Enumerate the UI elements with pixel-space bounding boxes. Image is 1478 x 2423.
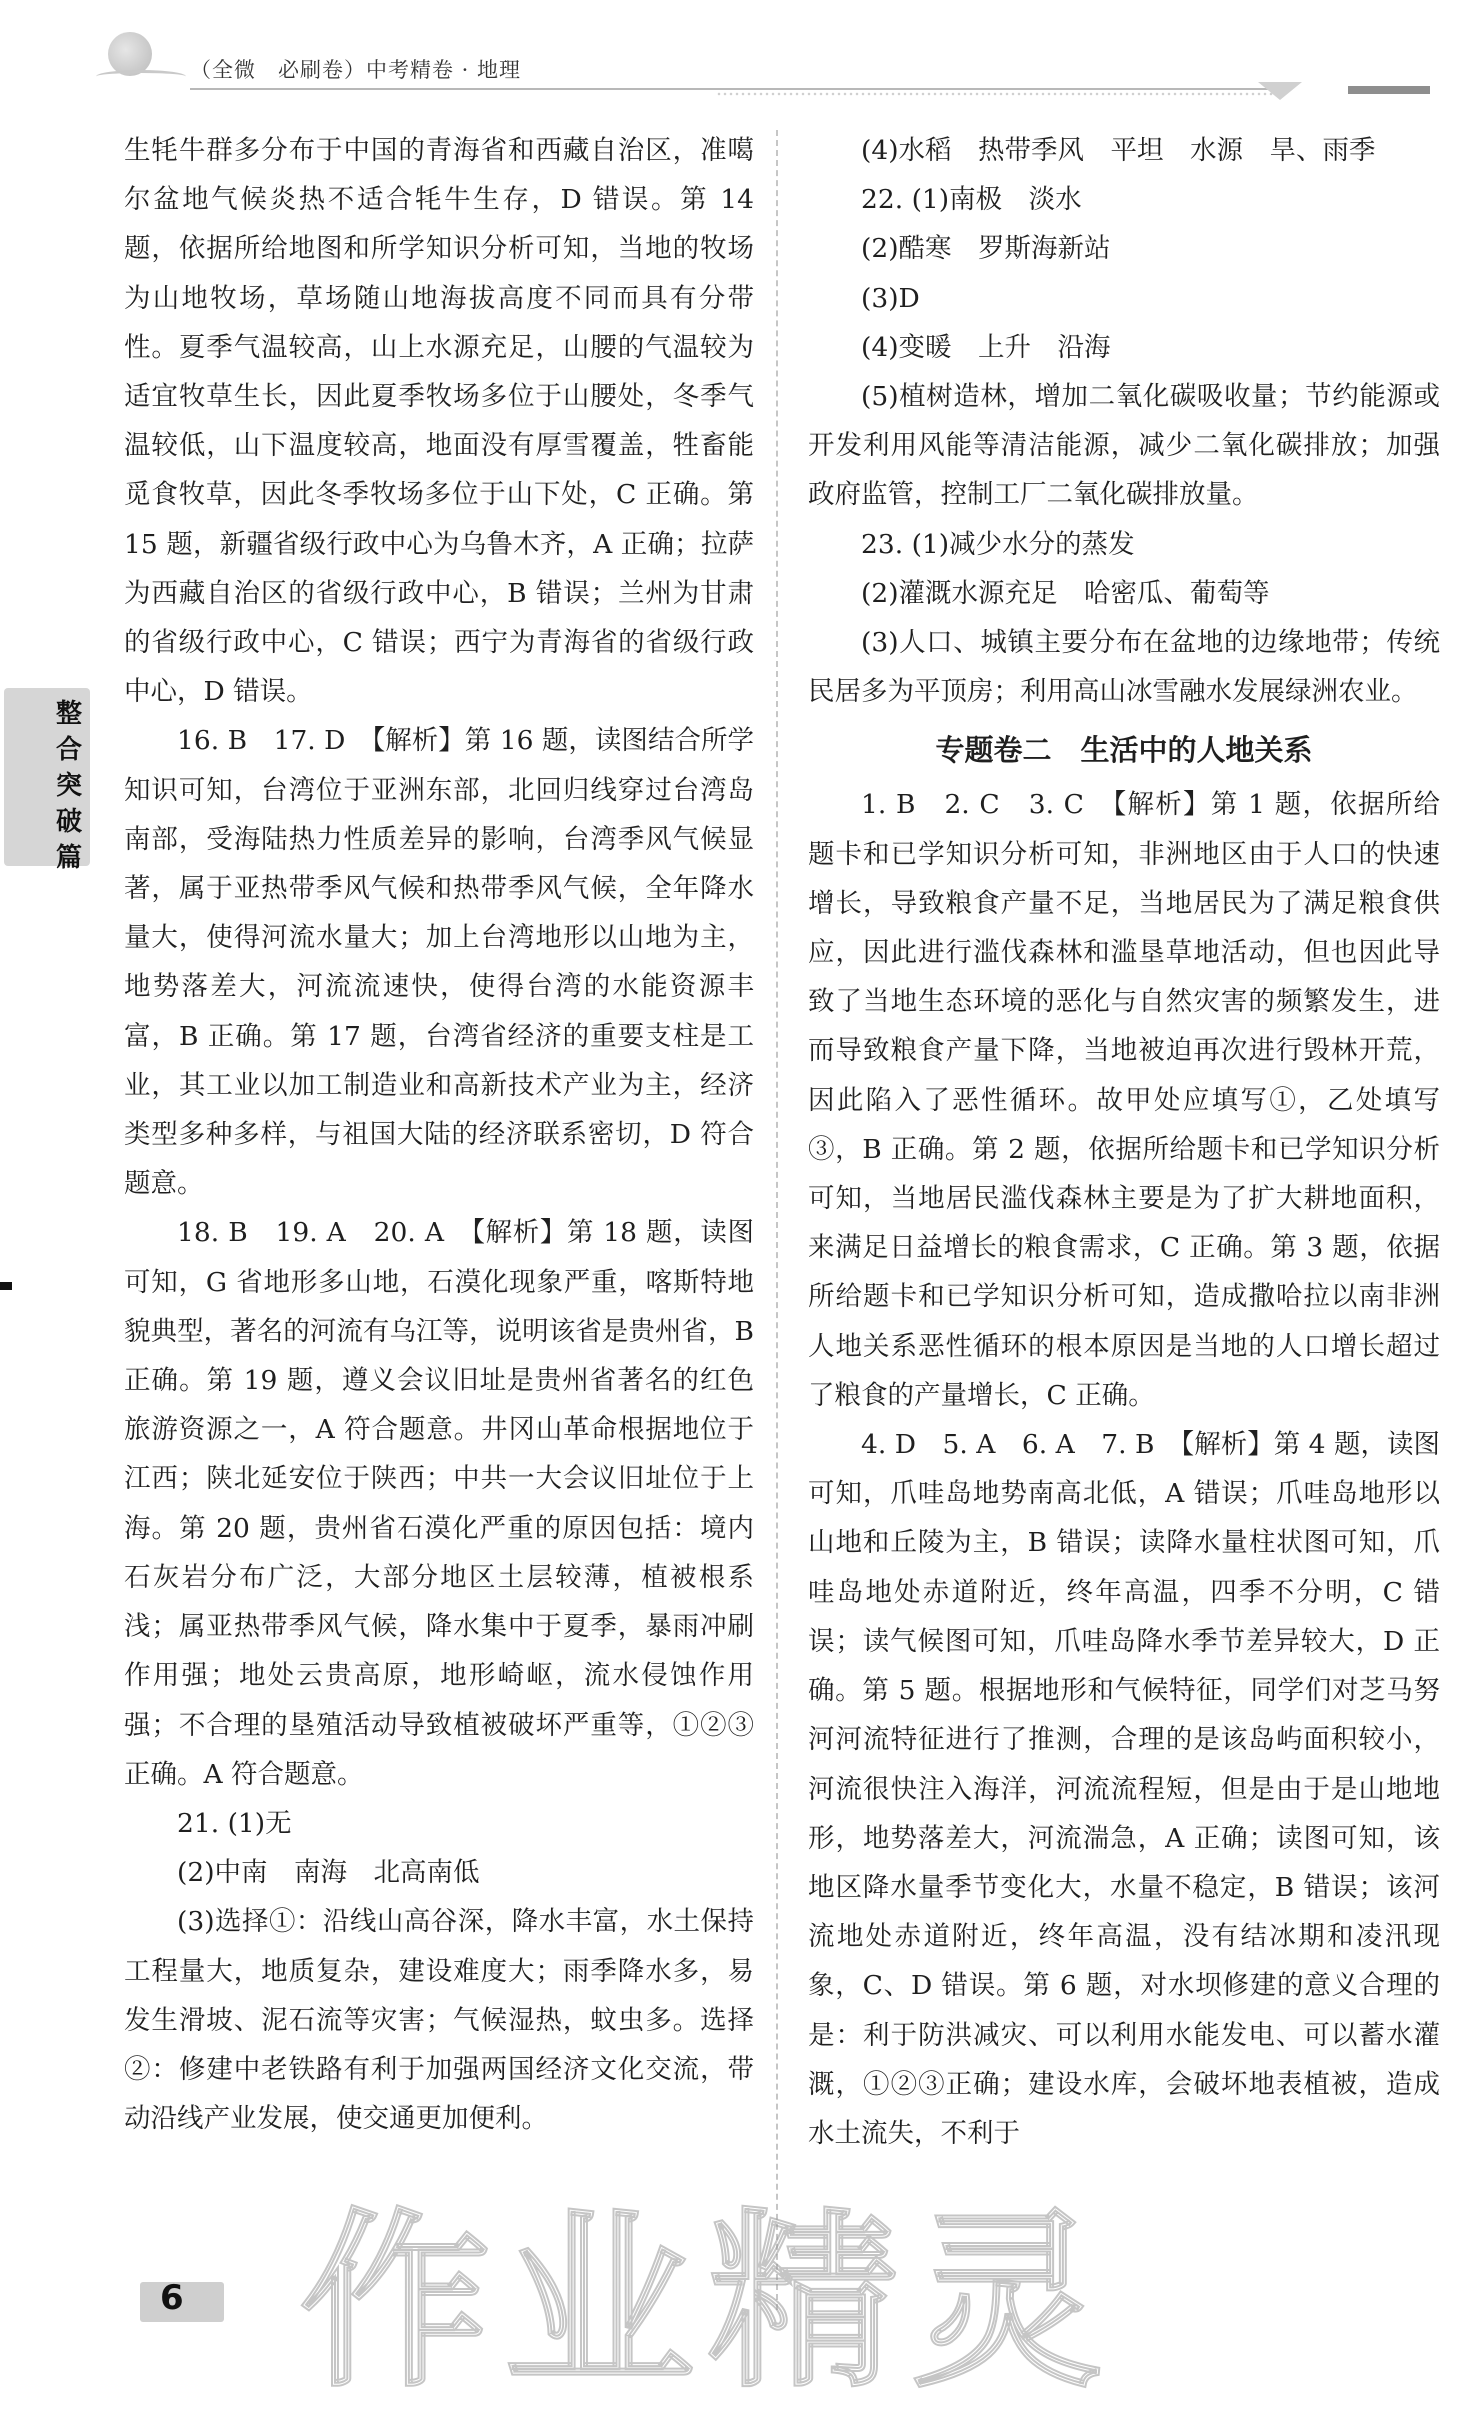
paragraph: (5)植树造林，增加二氧化碳吸收量；节约能源或开发利用风能等清洁能源，减少二氧化碳排放；加强政府监管，控制工厂二氧化碳排放量。	[808, 381, 1440, 511]
header-dotted-decoration	[716, 92, 1276, 96]
page-number: 6	[160, 2278, 184, 2318]
answer-line: (2)酷寒 罗斯海新站	[861, 233, 1111, 265]
answer-line: (3)D	[861, 282, 920, 314]
paragraph: (3)选择①：沿线山高谷深，降水丰富，水土保持工程量大，地质复杂，建设难度大；雨季降水多，易发生滑坡、泥石流等灾害；气候湿热，蚊虫多。选择②：修建中老铁路有利于加强两国经济文化交流，带动沿线产业发展，使交通更加便利。	[124, 1906, 754, 2135]
paragraph: (3)人口、城镇主要分布在盆地的边缘地带；传统民居多为平顶房；利用高山冰雪融水发展绿洲农业。	[808, 627, 1440, 708]
margin-mark	[0, 1282, 12, 1290]
paragraph: 生牦牛群多分布于中国的青海省和西藏自治区，准噶尔盆地气候炎热不适合牦牛生存，D 错误。第 14 题，依据所给地图和所学知识分析可知，当地的牧场为山地牧场，草场随山地海拔高度不同而具有分带性。夏季气温较高，山上水源充足，山腰的气温较为适宜牧草生长，因此夏季牧场多位于山腰处，冬季气温较低，山下温度较高，地面没有厚雪覆盖，牲畜能觅食牧草，因此冬季牧场多位于山下处，C 正确。第 15 题，新疆省级行政中心为乌鲁木齐，A 正确；拉萨为西藏自治区的省级行政中心，B 错误；兰州为甘肃的省级行政中心，C 错误；西宁为青海省的省级行政中心，D 错误。	[124, 135, 754, 708]
logo-swoosh-decoration	[96, 70, 186, 83]
paragraph: 16. B 17. D 【解析】第 16 题，读图结合所学知识可知，台湾位于亚洲东部，北回归线穿过台湾岛南部，受海陆热力性质差异的影响，台湾季风气候显著，属于亚热带季风气候和热带季风气候，全年降水量大，使得河流水量大；加上台湾地形以山地为主，地势落差大，河流流速快，使得台湾的水能资源丰富，B 正确。第 17 题，台湾省经济的重要支柱是工业，其工业以加工制造业和高新技术产业为主，经济类型多种多样，与祖国大陆的经济联系密切，D 符合题意。	[124, 725, 754, 1200]
paragraph: 1. B 2. C 3. C 【解析】第 1 题，依据所给题卡和已学知识分析可知，非洲地区由于人口的快速增长，导致粮食产量不足，当地居民为了满足粮食供应，因此进行滥伐森林和滥垦草地活动，但也因此导致了当地生态环境的恶化与自然灾害的频繁发生，进而导致粮食产量下降，当地被迫再次进行毁林开荒，因此陷入了恶性循环。故甲处应填写①，乙处填写③，B 正确。第 2 题，依据所给题卡和已学知识分析可知，当地居民滥伐森林主要是为了扩大耕地面积，来满足日益增长的粮食需求，C 正确。第 3 题，依据所给题卡和已学知识分析可知，造成撒哈拉以南非洲人地关系恶性循环的根本原因是当地的人口增长超过了粮食的产量增长，C 正确。	[808, 789, 1440, 1411]
header-notch-decoration	[1258, 82, 1302, 100]
paragraph: 4. D 5. A 6. A 7. B 【解析】第 4 题，读图可知，爪哇岛地势南高北低，A 错误；爪哇岛地形以山地和丘陵为主，B 错误；读降水量柱状图可知，爪哇岛地处赤道附近，终年高温，四季不分明，C 错误；读气候图可知，爪哇岛降水季节差异较大，D 正确。第 5 题。根据地形和气候特征，同学们对芝马努河河流特征进行了推测，合理的是该岛屿面积较小，河流很快注入海洋，河流流程短，但是由于是山地地形，地势落差大，河流湍急，A 正确；读图可知，该地区降水量季节变化大，水量不稳定，B 错误；该河流地处赤道附近，终年高温，没有结冰期和凌汛现象，C、D 错误。第 6 题，对水坝修建的意义合理的是：利于防洪减灾、可以利用水能发电、可以蓄水灌溉，①②③正确；建设水库，会破坏地表植被，造成水土流失，不利于	[808, 1429, 1440, 2149]
left-column	[124, 126, 754, 2143]
right-column	[808, 126, 1440, 2158]
answer-line: 23. (1)减少水分的蒸发	[861, 528, 1135, 560]
watermark: 作业精灵	[300, 2192, 1117, 2413]
side-section-label: 整合突破篇	[55, 699, 82, 873]
column-divider	[776, 130, 778, 2310]
answer-line: 21. (1)无	[177, 1807, 292, 1839]
paragraph: 18. B 19. A 20. A 【解析】第 18 题，读图可知，G 省地形多山地，石漠化现象严重，喀斯特地貌典型，著名的河流有乌江等，说明该省是贵州省，B 正确。第 19 题，遵义会议旧址是贵州省著名的红色旅游资源之一，A 符合题意。井冈山革命根据地位于江西；陕北延安位于陕西；中共一大会议旧址位于上海。第 20 题，贵州省石漠化严重的原因包括：境内石灰岩分布广泛，大部分地区土层较薄，植被根系浅；属亚热带季风气候，降水集中于夏季，暴雨冲刷作用强；地处云贵高原，地形崎岖，流水侵蚀作用强；不合理的垦殖活动导致植被破坏严重等，①②③正确。A 符合题意。	[124, 1217, 754, 1790]
series-title: （全微 必刷卷）中考精卷 · 地理	[190, 58, 522, 82]
answer-line: (4)变暖 上升 沿海	[861, 331, 1111, 363]
answer-line: (2)中南 南海 北高南低	[177, 1857, 480, 1889]
header-rule	[190, 88, 1270, 90]
page-header	[0, 0, 1478, 110]
header-rule-accent	[1348, 86, 1430, 94]
answer-line: (2)灌溉水源充足 哈密瓜、葡萄等	[861, 577, 1270, 609]
section-title: 专题卷二 生活中的人地关系	[935, 733, 1313, 768]
answer-line: (4)水稻 热带季风 平坦 水源 旱、雨季	[861, 135, 1376, 166]
answer-line: 22. (1)南极 淡水	[861, 184, 1082, 216]
